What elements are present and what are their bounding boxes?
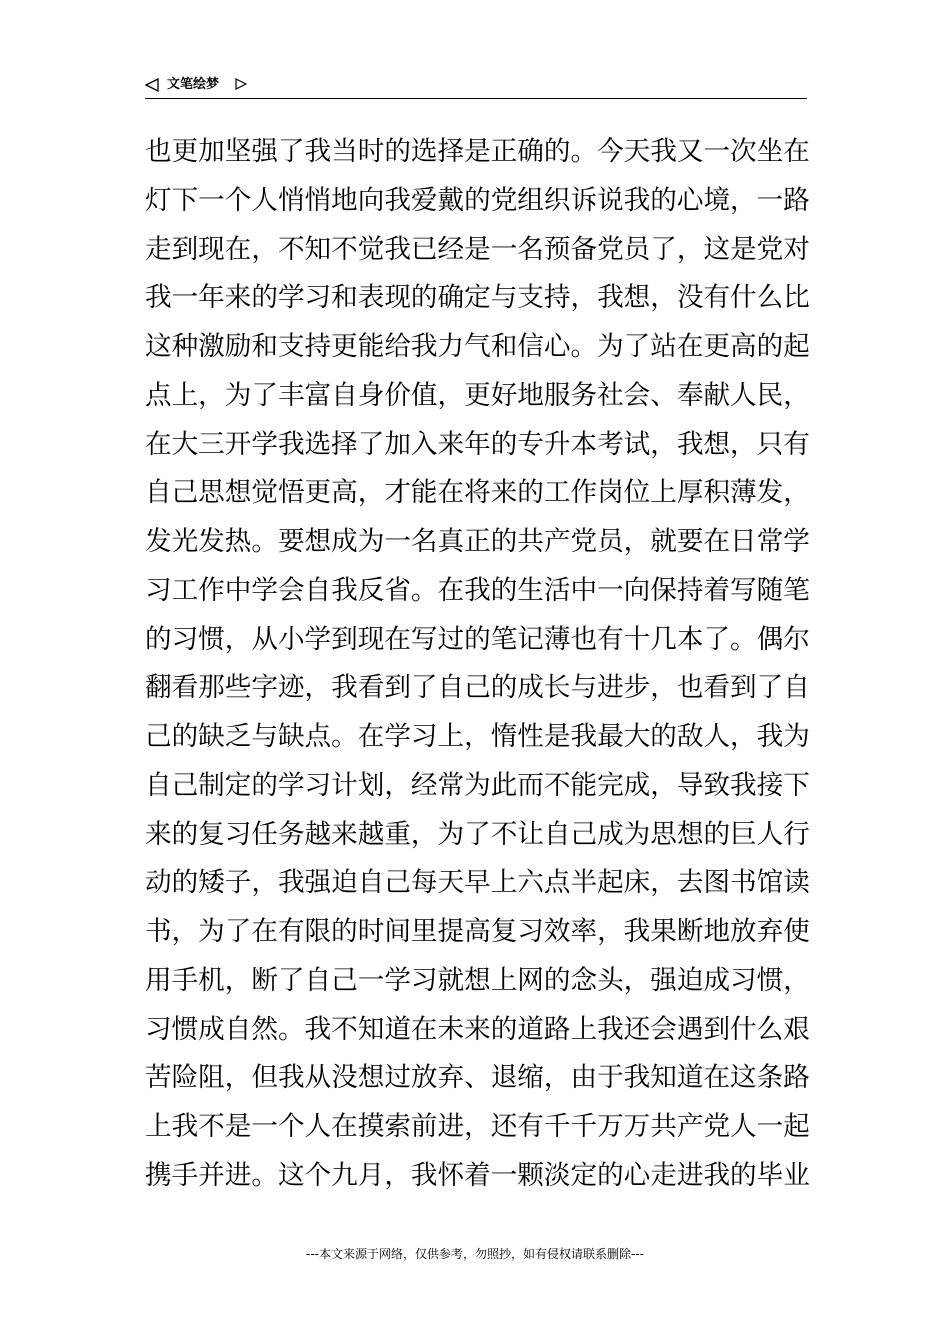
header-title: 文笔绘梦 [167,77,220,92]
body-line: 书，为了在有限的时间里提高复习效率，我果断地放弃使 [145,916,810,947]
page-header [145,74,807,99]
document-body [145,128,815,1201]
body-line: 也更加坚强了我当时的选择是正确的。今天我又一次坐在 [145,136,810,167]
body-line: 己的缺乏与缺点。在学习上，惰性是我最大的敌人，我为 [145,721,810,752]
triangle-left-icon [145,78,159,92]
body-line: 来的复习任务越来越重，为了不让自己成为思想的巨人行 [145,818,810,850]
body-line: 点上，为了丰富自身价值，更好地服务社会、奉献人民， [145,379,810,411]
body-line: 动的矮子，我强迫自己每天早上六点半起床，去图书馆读 [145,867,810,899]
body-line: 自己思想觉悟更高，才能在将来的工作岗位上厚积薄发， [145,477,810,509]
body-line: 上我不是一个人在摸索前进，还有千千万万共产党人一起 [145,1111,810,1142]
body-line: 的习惯，从小学到现在写过的笔记薄也有十几本了。偶尔 [145,623,810,655]
body-line: 用手机，断了自己一学习就想上网的念头，强迫成习惯， [145,964,810,996]
body-line: 习惯成自然。我不知道在未来的道路上我还会遇到什么艰 [145,1013,810,1045]
body-line: 走到现在，不知不觉我已经是一名预备党员了，这是党对 [145,233,810,265]
body-line: 发光发热。要想成为一名真正的共产党员，就要在日常学 [145,526,810,557]
triangle-right-icon [235,78,247,90]
body-line: 翻看那些字迹，我看到了自己的成长与进步，也看到了自 [145,672,810,704]
body-line: 在大三开学我选择了加入来年的专升本考试，我想，只有 [145,428,810,460]
body-line: 习工作中学会自我反省。在我的生活中一向保持着写随笔 [145,574,810,606]
body-line: 苦险阻，但我从没想过放弃、退缩，由于我知道在这条路 [145,1062,810,1094]
body-line: 这种激励和支持更能给我力气和信心。为了站在更高的起 [145,331,810,362]
body-line: 自己制定的学习计划，经常为此而不能完成，导致我接下 [145,769,810,801]
footer-disclaimer: ---本文来源于网络，仅供参考，勿照抄，如有侵权请联系删除--- [306,1247,644,1261]
body-line: 携手并进。这个九月，我怀着一颗淡定的心走进我的毕业 [145,1159,810,1191]
body-line: 灯下一个人悄悄地向我爱戴的党组织诉说我的心境，一路 [145,184,810,216]
body-line: 我一年来的学习和表现的确定与支持，我想，没有什么比 [145,282,810,314]
